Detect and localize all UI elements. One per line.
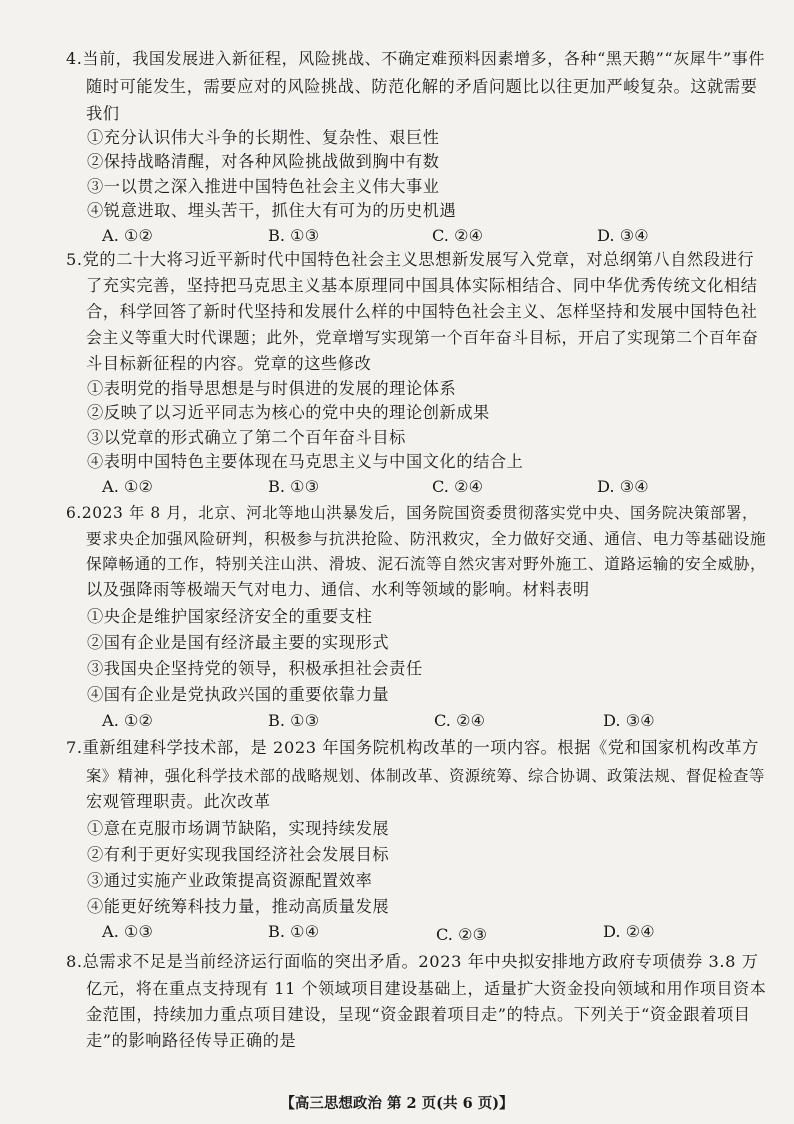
statement-1: ①充分认识伟大斗争的长期性、复杂性、艰巨性 [87,128,440,147]
option-c: C. ②④ [432,477,484,496]
statement-2: ②反映了以习近平同志为核心的党中央的理论创新成果 [87,403,490,422]
option-a: A. ①② [102,711,154,730]
question-stem-line: 我们 [86,104,120,123]
option-a: A. ①② [102,477,154,496]
option-d: D. ③④ [597,477,649,496]
question-stem-line: 7.重新组建科学技术部，是 2023 年国务院机构改革的一项内容。根据《党和国家机构改革方 [66,738,759,757]
option-a: A. ①② [102,226,154,245]
question-stem-line: 亿元，将在重点支持现有 11 个领域项目建设基础上，适量扩大资金投向领域和用作项目资本 [86,979,767,998]
statement-2: ②保持战略清醒，对各种风险挑战做到胸中有数 [87,152,440,171]
question-stem-line: 4.当前，我国发展进入新征程，风险挑战、不确定难预料因素增多，各种“黑天鹅”“灰犀牛”事件 [66,49,765,68]
question-stem-line: 合，科学回答了新时代坚持和发展什么样的中国特色社会主义、怎样坚持和发展中国特色社 [86,302,758,321]
question-stem-line: 案》精神，强化科学技术部的战略规划、体制改革、资源统筹、综合协调、政策法规、督促检查等 [86,767,765,785]
option-c: C. ②④ [434,711,486,730]
question-stem-line: 保障畅通的工作，特别关注山洪、滑坡、泥石流等自然灾害对野外施工、道路运输的安全威胁， [86,555,767,573]
question-stem-line: 5.党的二十大将习近平新时代中国特色社会主义思想新发展写入党章，对总纲第八自然段进行 [66,250,755,269]
option-d: D. ③④ [603,711,655,730]
question-stem-line: 了充实完善，坚持把马克思主义基本原理同中国具体实际相结合、同中华优秀传统文化相结 [86,276,758,295]
statement-3: ③一以贯之深入推进中国特色社会主义伟大事业 [87,177,440,196]
option-a: A. ①③ [102,922,154,941]
option-c: C. ②④ [432,226,484,245]
statement-2: ②有利于更好实现我国经济社会发展目标 [87,845,390,864]
question-stem-line: 走”的影响路径传导正确的是 [86,1031,297,1050]
question-stem-line: 要求央企加强风险研判，积极参与抗洪抢险、防汛救灾，全力做好交通、通信、电力等基础设施 [86,530,767,548]
option-b: B. ①③ [268,711,320,730]
question-stem-line: 6.2023 年 8 月，北京、河北等地山洪暴发后，国务院国资委贯彻落实党中央、国务院决策部署， [66,504,758,522]
statement-1: ①意在克服市场调节缺陷，实现持续发展 [87,819,390,838]
statement-4: ④表明中国特色主要体现在马克思主义与中国文化的结合上 [87,452,524,471]
statement-3: ③通过实施产业政策提高资源配置效率 [87,871,373,890]
question-stem-line: 宏观管理职责。此次改革 [86,792,271,811]
option-c: C. ②③ [436,925,488,944]
question-stem-line: 8.总需求不足是当前经济运行面临的突出矛盾。2023 年中央拟安排地方政府专项债券 3.8 万 [66,952,759,971]
statement-4: ④国有企业是党执政兴国的重要依靠力量 [87,685,390,704]
question-stem-line: 会主义等重大时代课题；此外，党章增写实现第一个百年奋斗目标，开启了实现第二个百年奋 [86,328,759,347]
statement-2: ②国有企业是国有经济最主要的实现形式 [87,633,390,652]
statement-3: ③我国央企坚持党的领导，积极承担社会责任 [87,659,423,678]
option-d: D. ②④ [603,922,655,941]
statement-4: ④锐意进取、埋头苦干，抓住大有可为的历史机遇 [87,201,457,220]
question-stem-line: 以及强降雨等极端天气对电力、通信、水利等领域的影响。材料表明 [86,580,590,599]
statement-1: ①央企是维护国家经济安全的重要支柱 [87,607,373,626]
option-b: B. ①④ [268,922,320,941]
statement-3: ③以党章的形式确立了第二个百年奋斗目标 [87,428,406,447]
statement-1: ①表明党的指导思想是与时俱进的发展的理论体系 [87,379,457,398]
page-footer: 【高三思想政治 第 2 页(共 6 页)】 [280,1095,514,1112]
question-stem-line: 金范围，持续加力重点项目建设，呈现“资金跟着项目走”的特点。下列关于“资金跟着项目 [86,1005,751,1024]
question-stem-line: 随时可能发生，需要应对的风险挑战、防范化解的矛盾问题比以往更加严峻复杂。这就需要 [86,77,758,96]
option-d: D. ③④ [597,226,649,245]
statement-4: ④能更好统筹科技力量，推动高质量发展 [87,897,390,916]
question-stem-line: 斗目标新征程的内容。党章的这些修改 [86,354,372,373]
option-b: B. ①③ [268,226,320,245]
option-b: B. ①③ [268,477,320,496]
